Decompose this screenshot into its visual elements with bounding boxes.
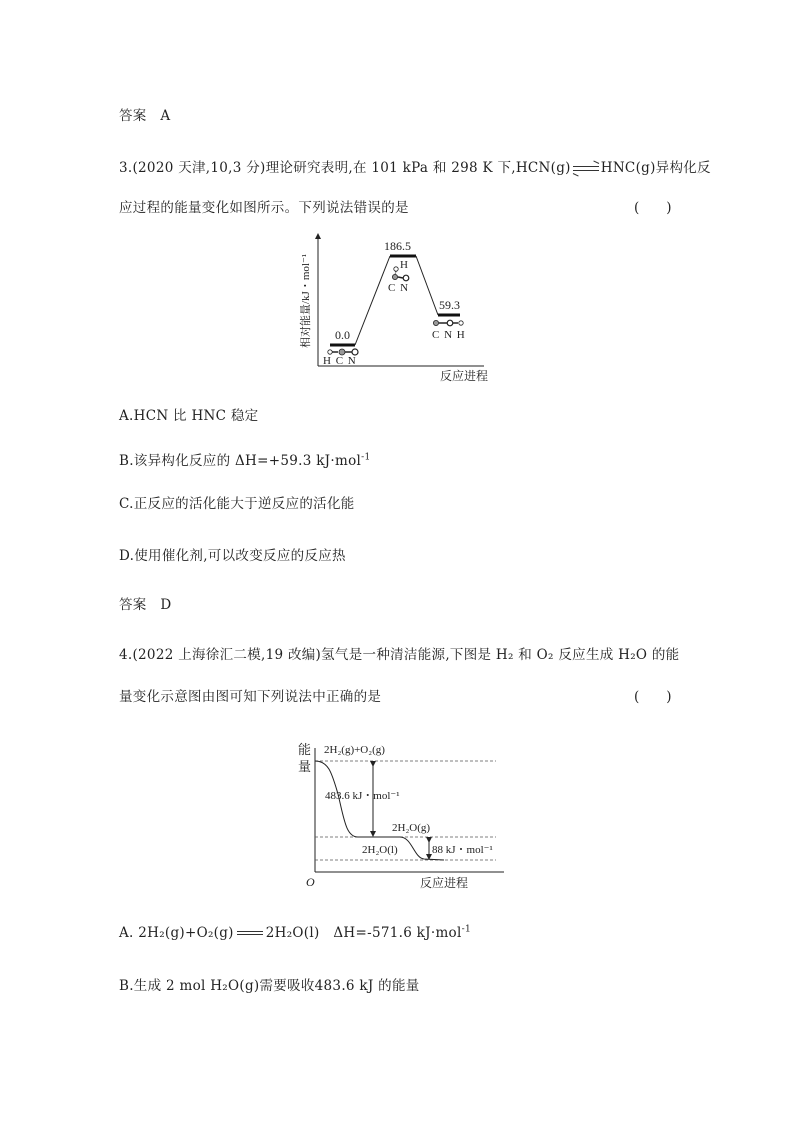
q3-stem-line1 [119,156,711,176]
q4-energy-diagram [296,734,516,894]
q4-y-axis-label-2: 量 [298,759,312,774]
q3-answer: 答案 D [119,597,172,613]
q3-option-b [119,449,371,469]
q3-level-value-reactant: 0.0 [335,328,350,342]
q4-option-a-lhs: A. 2H₂(g)+O₂(g) [119,925,234,941]
q3-option-c: C.正反应的活化能大于逆反应的活化能 [119,496,355,512]
q4-stem-line1: 4.(2022 上海徐汇二模,19 改编)氢气是一种清洁能源,下图是 H₂ 和 O₂ 反应生成 H₂O 的能 [119,647,680,663]
q3-stem-part2: HNC(g)异构化反 [600,160,711,176]
q4-answer-blank: ( ) [634,689,672,705]
reversible-arrow-icon [573,165,599,173]
q4-origin-label: O [306,875,315,889]
q3-option-d: D.使用催化剂,可以改变反应的反应热 [119,548,346,564]
equals-sign-icon [237,930,263,938]
hnc-molecule-icon [433,320,463,326]
q3-option-b-exponent: -1 [361,452,371,463]
q4-option-a-rhs: 2H₂O(l) ΔH=-571.6 kJ·mol [265,925,462,941]
q3-product-atoms: C N H [432,329,465,341]
q4-x-axis-label: 反应进程 [420,876,469,890]
q3-level-value-ts: 186.5 [384,239,411,253]
q3-energy-diagram [292,228,507,386]
q4-stem-line2: 量变化示意图由图可知下列说法中正确的是 [119,689,382,705]
q3-option-a: A.HCN 比 HNC 稳定 [119,408,259,424]
q4-gap2-label: 88 kJ・mol⁻¹ [432,844,493,856]
q4-option-b: B.生成 2 mol H₂O(g)需要吸收483.6 kJ 的能量 [119,978,420,994]
q4-option-a-exponent: -1 [461,924,471,935]
q3-level-value-product: 59.3 [439,298,460,312]
q3-ts-atoms: C N [388,282,409,294]
q4-gap1-label: 483.6 kJ・mol⁻¹ [325,790,400,802]
q4-option-a [119,921,471,941]
q4-top-label: 2H₂(g)+O₂(g) [324,744,385,756]
q4-low-label: 2H₂O(l) [362,844,398,856]
q3-reactant-atoms: H C N [323,355,356,367]
q3-x-axis-label: 反应进程 [440,369,489,383]
q3-ts-top-atom: H [400,259,408,271]
q3-stem-part1: 3.(2020 天津,10,3 分)理论研究表明,在 101 kPa 和 298 K 下,HCN(g) [119,160,571,176]
q2-answer: 答案 A [119,108,171,124]
q3-y-axis-label: 相对能量/kJ・mol⁻¹ [300,253,312,348]
q4-y-axis-label-1: 能 [298,742,312,757]
q4-mid-label: 2H₂O(g) [392,822,431,834]
q3-stem-line2: 应过程的能量变化如图所示。下列说法错误的是 [119,200,409,216]
q3-option-b-text: B.该异构化反应的 ΔH=+59.3 kJ·mol [119,453,362,469]
q3-answer-blank: ( ) [634,200,672,216]
